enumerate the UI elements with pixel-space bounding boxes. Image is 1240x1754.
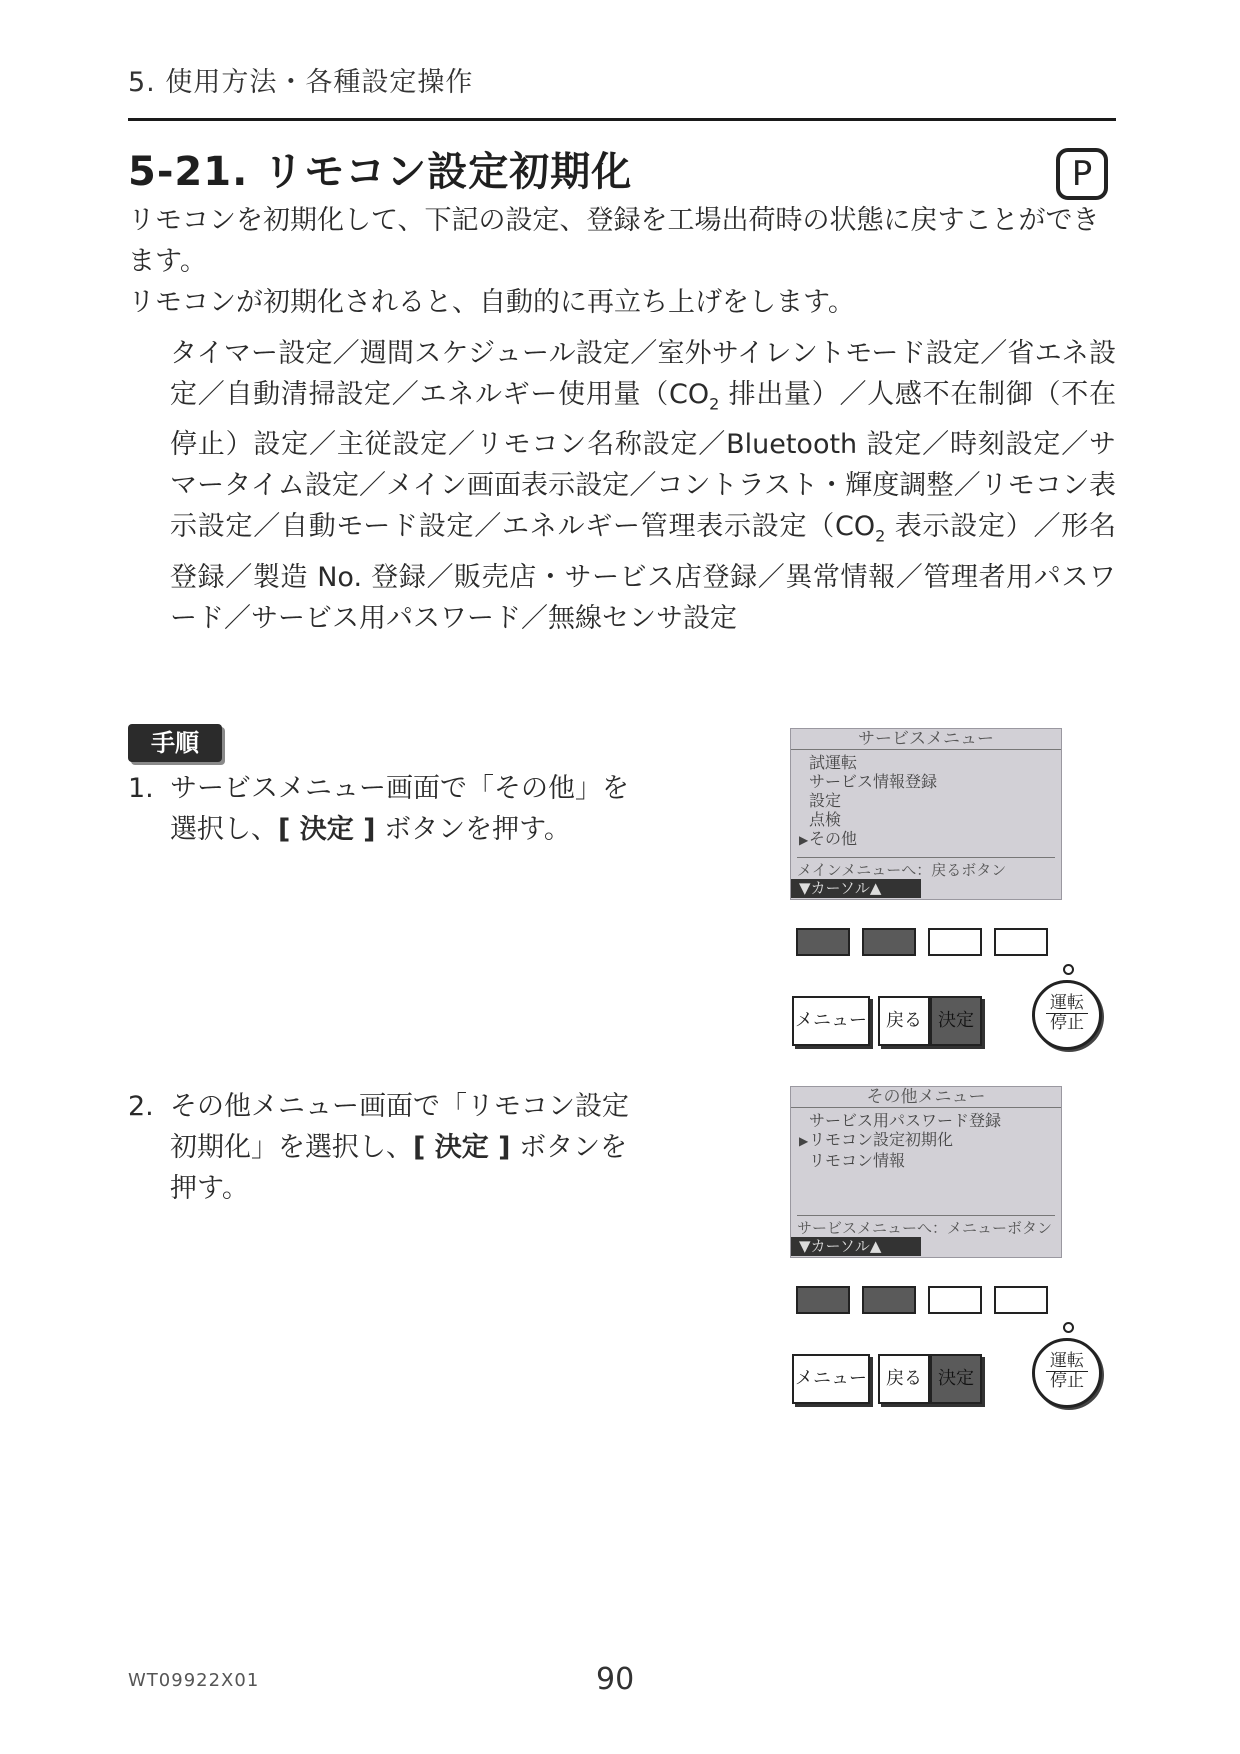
screen-title: その他メニュー bbox=[791, 1087, 1061, 1108]
power-button[interactable] bbox=[1032, 1338, 1102, 1408]
screen-menu-list bbox=[799, 753, 937, 850]
cursor-arrow-icon: ▶ bbox=[799, 833, 809, 847]
step-text-post: ボタンを押す。 bbox=[170, 1132, 628, 1204]
enter-button[interactable]: 決定 bbox=[930, 996, 982, 1046]
screen-hint: メインメニューへ：戻るボタン bbox=[797, 857, 1055, 880]
function-button-3[interactable] bbox=[928, 1286, 982, 1314]
screen-title: サービスメニュー bbox=[791, 729, 1061, 750]
menu-item[interactable]: 点検 bbox=[809, 810, 842, 829]
power-label-run: 運転 bbox=[1046, 994, 1088, 1014]
menu-item[interactable]: サービス情報登録 bbox=[809, 772, 938, 791]
function-button-3[interactable] bbox=[928, 928, 982, 956]
step-text-pre: その他メニュー画面で「リモコン設定初期化」を選択し、 bbox=[170, 1091, 629, 1163]
menu-item-selected[interactable]: ▶その他 bbox=[799, 829, 858, 848]
subscript-2: 2 bbox=[875, 526, 886, 546]
screen-menu-list bbox=[799, 1111, 1001, 1170]
settings-list bbox=[170, 333, 1116, 639]
function-button-4[interactable] bbox=[994, 928, 1048, 956]
power-label-run: 運転 bbox=[1046, 1352, 1088, 1372]
step-text-pre: サービスメニュー画面で「その他」を選択し、 bbox=[170, 773, 629, 845]
document-code: WT09922X01 bbox=[128, 1670, 260, 1691]
power-label-stop: 停止 bbox=[1050, 1371, 1084, 1391]
power-led-icon bbox=[1063, 964, 1074, 975]
function-button-2[interactable] bbox=[862, 928, 916, 956]
intro-line-2: リモコンが初期化されると、自動的に再立ち上げをします。 bbox=[128, 287, 855, 318]
settings-list-part-1: タイマー設定／週間スケジュール設定／室外サイレントモード設定／省エネ設定／自動清掃設定／エネルギー使用量（CO bbox=[170, 338, 1116, 410]
function-button-2[interactable] bbox=[862, 1286, 916, 1314]
other-menu-screen bbox=[790, 1086, 1062, 1258]
intro-line-1: リモコンを初期化して、下記の設定、登録を工場出荷時の状態に戻すことができます。 bbox=[128, 205, 1100, 277]
page-title: 5-21. リモコン設定初期化 bbox=[128, 149, 633, 195]
page-number: 90 bbox=[596, 1662, 635, 1697]
menu-item-selected[interactable]: ▶リモコン設定初期化 bbox=[799, 1130, 954, 1149]
back-button[interactable]: 戻る bbox=[878, 1354, 930, 1404]
step-number: 2. bbox=[128, 1091, 154, 1122]
cursor-hint: ▼カーソル▲ bbox=[791, 1237, 921, 1256]
service-menu-screen bbox=[790, 728, 1062, 900]
menu-item[interactable]: サービス用パスワード登録 bbox=[809, 1111, 1002, 1130]
menu-item[interactable]: リモコン情報 bbox=[809, 1151, 906, 1170]
step-text-post: ボタンを押す。 bbox=[375, 814, 571, 845]
cursor-arrow-icon: ▶ bbox=[799, 1134, 809, 1148]
header-rule bbox=[128, 118, 1116, 121]
enter-button[interactable]: 決定 bbox=[930, 1354, 982, 1404]
enter-key-ref: [ 決定 ] bbox=[278, 814, 376, 845]
power-led-icon bbox=[1063, 1322, 1074, 1333]
procedure-label: 手順 bbox=[128, 724, 222, 762]
cursor-hint: ▼カーソル▲ bbox=[791, 879, 921, 898]
function-button-4[interactable] bbox=[994, 1286, 1048, 1314]
menu-button[interactable]: メニュー bbox=[792, 996, 870, 1046]
step-text bbox=[170, 768, 648, 850]
step-2 bbox=[128, 1086, 648, 1209]
step-text bbox=[170, 1086, 648, 1209]
step-number: 1. bbox=[128, 773, 154, 804]
menu-item[interactable]: 設定 bbox=[809, 791, 842, 810]
intro-text bbox=[128, 200, 1118, 323]
back-button[interactable]: 戻る bbox=[878, 996, 930, 1046]
menu-button[interactable]: メニュー bbox=[792, 1354, 870, 1404]
power-label-stop: 停止 bbox=[1050, 1013, 1084, 1033]
step-1 bbox=[128, 768, 648, 850]
enter-key-ref: [ 決定 ] bbox=[413, 1132, 511, 1163]
screen-hint: サービスメニューへ：メニューボタン bbox=[797, 1215, 1055, 1238]
p-badge: P bbox=[1056, 148, 1108, 200]
function-button-1[interactable] bbox=[796, 1286, 850, 1314]
menu-item[interactable]: 試運転 bbox=[809, 753, 858, 772]
function-button-1[interactable] bbox=[796, 928, 850, 956]
power-button[interactable] bbox=[1032, 980, 1102, 1050]
subscript-2: 2 bbox=[709, 394, 720, 414]
settings-list-part-3: 表示設定）／形名登録／製造 No. 登録／販売店・サービス店登録／異常情報／管理者用パスワード／サービス用パスワード／無線センサ設定 bbox=[170, 511, 1116, 634]
settings-list-part-2: 排出量）／人感不在制御（不在停止）設定／主従設定／リモコン名称設定／Bluetooth 設定／時刻設定／サマータイム設定／メイン画面表示設定／コントラスト・輝度調整／リモコン表示設定／自動モード設定／エネルギー管理表示設定（CO bbox=[170, 379, 1116, 543]
section-label: 5. 使用方法・各種設定操作 bbox=[128, 67, 474, 98]
